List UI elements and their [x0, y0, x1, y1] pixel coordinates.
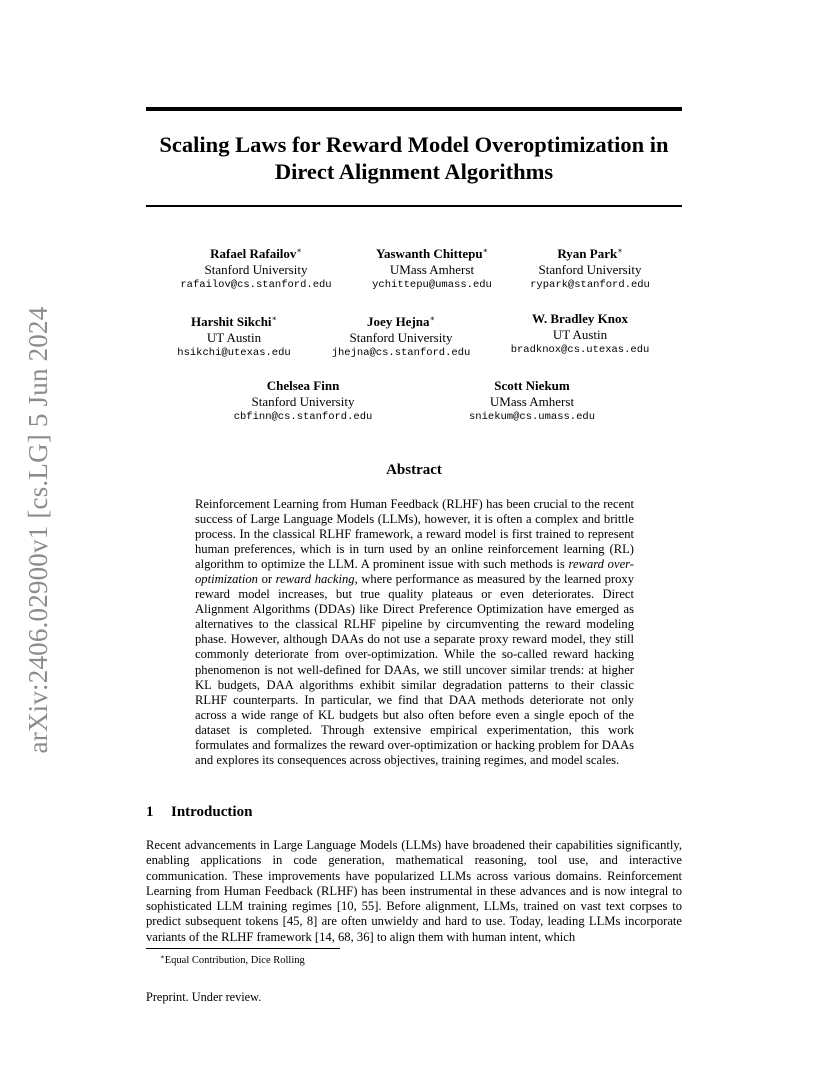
author-name: Yaswanth Chittepu∗ [376, 246, 488, 261]
title-bottom-rule [146, 205, 682, 207]
author-email: bradknox@cs.utexas.edu [510, 344, 650, 356]
author-affiliation: Stanford University [538, 261, 642, 277]
title-top-rule [146, 107, 682, 111]
introduction-paragraph: Recent advancements in Large Language Models (LLMs) have broadened their capabilities significantly, enabling applications in code generation, mathematical reasoning, tool use, and interactive communication. These improvements have popularized LLMs across various domains. Reinforcement Learning from Human Feedback (RLHF) has been instrumental in these advances and is now integral to sophisticated LLM training regimes [10, 55]. Before alignment, LLMs, trained on vast text corpses to predict subsequent tokens [45, 8] are often unwieldy and hard to use. Today, leading LLMs incorporate variants of the RLHF framework [14, 68, 36] to align them with human intent, which [146, 838, 682, 944]
section-title: Introduction [171, 804, 253, 820]
footnote-mark: ∗ [160, 953, 165, 961]
author-email: rypark@stanford.edu [530, 279, 650, 291]
author-name: Rafael Rafailov∗ [210, 246, 302, 261]
author-name: Chelsea Finn [266, 378, 340, 393]
author-name: Harshit Sikchi∗ [191, 314, 277, 329]
section-number: 1 [146, 804, 154, 820]
author-affiliation: Stanford University [251, 393, 355, 409]
author-affiliation: UMass Amherst [389, 261, 475, 277]
author-email: hsikchi@utexas.edu [177, 347, 291, 359]
preprint-note: Preprint. Under review. [146, 990, 262, 1004]
author-affiliation: Stanford University [204, 261, 308, 277]
author-email: ychittepu@umass.edu [372, 279, 492, 291]
author-affiliation: UT Austin [552, 326, 608, 342]
abstract-emphasis: reward over-optimization [195, 557, 634, 587]
author-email: jhejna@cs.stanford.edu [331, 347, 471, 359]
author-email: cbfinn@cs.stanford.edu [233, 411, 373, 423]
author-affiliation: UMass Amherst [489, 393, 575, 409]
author-email: sniekum@cs.umass.edu [468, 411, 596, 423]
abstract-heading: Abstract [386, 462, 442, 478]
author-email: rafailov@cs.stanford.edu [180, 279, 332, 291]
author-block [193, 378, 413, 426]
abstract-body: Reinforcement Learning from Human Feedback (RLHF) has been crucial to the recent success of Large Language Models (LLMs), however, it is often a complex and brittle process. In the classical RLHF framework, a reward model is first trained to represent human preferences, which is in turn used by an online reinforcement learning (RL) algorithm to optimize the LLM. A prominent issue with such methods is reward over-optimization or reward hacking, where performance as measured by the learned proxy reward model increases, but true quality plateaus or even deteriorates. Direct Alignment Algorithms (DDAs) like Direct Preference Optimization have emerged as alternatives to the classical RLHF pipeline by circumventing the reward modeling phase. However, although DAAs do not use a separate proxy reward model, they still commonly deteriorate from over-optimization. While the so-called reward hacking phenomenon is not well-defined for DAAs, we still uncover similar trends: at higher KL budgets, DAA algorithms exhibit similar degradation patterns to their classic RLHF counterparts. In particular, we find that DAA methods deteriorate not only across a wide range of KL budgets but also often before even a single epoch of the dataset is completed. Through extensive empirical experimentation, this work formulates and formalizes the reward over-optimization or hacking problem for DAAs and explores its consequences across objectives, training regimes, and model scales. [195, 497, 635, 767]
author-block [422, 378, 642, 426]
footnote [160, 951, 305, 967]
author-name: Ryan Park∗ [557, 246, 623, 261]
footnote-rule [146, 948, 340, 949]
author-name: W. Bradley Knox [532, 311, 628, 326]
author-name: Joey Hejna∗ [367, 314, 435, 329]
author-block [470, 311, 690, 359]
author-affiliation: Stanford University [349, 329, 453, 345]
author-name: Scott Niekum [494, 378, 570, 393]
section-heading [146, 803, 252, 821]
abstract-emphasis: reward hacking [275, 572, 355, 587]
paper-title: Scaling Laws for Reward Model Overoptimization in Direct Alignment Algorithms [159, 132, 669, 184]
author-block [480, 243, 700, 294]
footnote-text: Equal Contribution, Dice Rolling [164, 955, 305, 966]
arxiv-identifier [20, 300, 56, 760]
author-affiliation: UT Austin [206, 329, 262, 345]
arxiv-identifier-text: arXiv:2406.02900v1 [cs.LG] 5 Jun 2024 [23, 306, 53, 754]
